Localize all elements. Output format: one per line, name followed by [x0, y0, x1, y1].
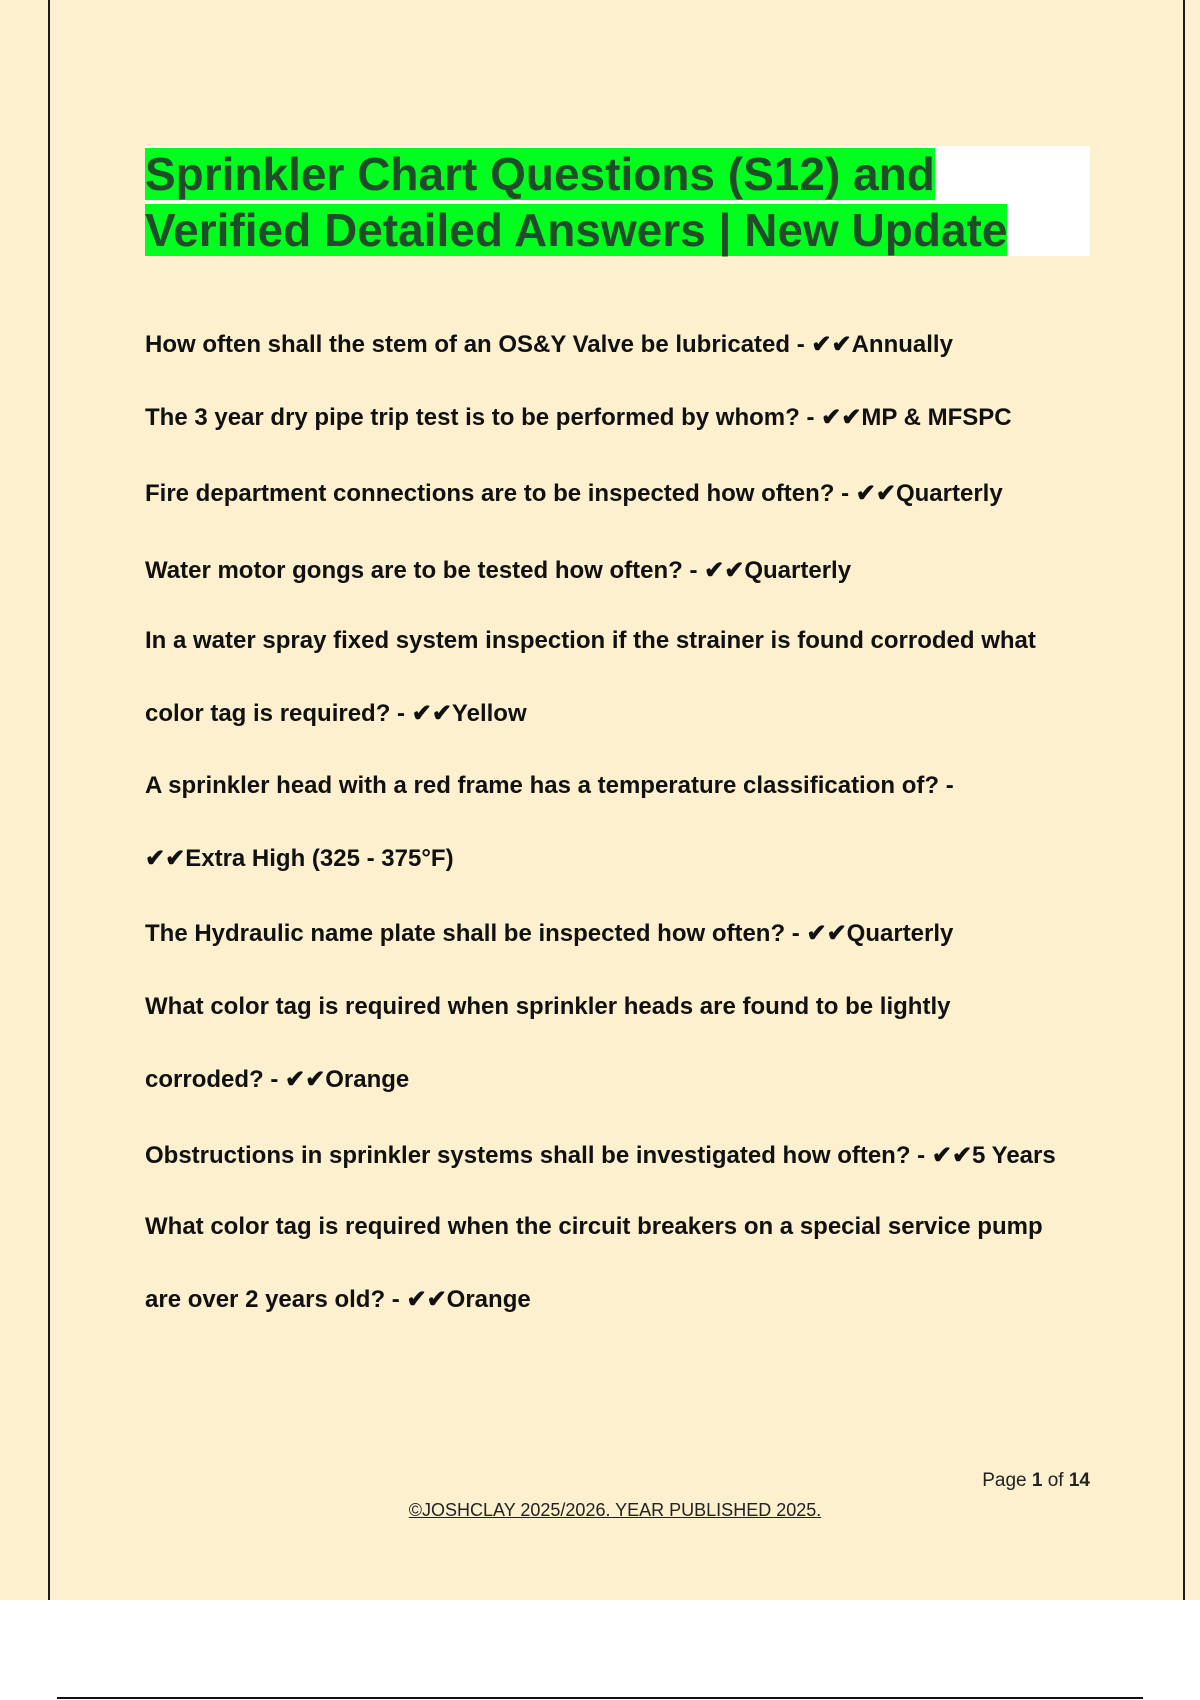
page-left-border — [48, 0, 50, 1600]
qa-line: color tag is required? - ✔✔Yellow — [145, 700, 527, 727]
page-total: 14 — [1068, 1470, 1090, 1491]
page-right-border — [1183, 0, 1185, 1600]
qa-line: ✔✔Extra High (325 - 375°F) — [145, 845, 454, 872]
qa-line: In a water spray fixed system inspection if the strainer is found corroded what — [145, 627, 1036, 654]
qa-line: The Hydraulic name plate shall be inspected how often? - ✔✔Quarterly — [145, 920, 954, 947]
qa-line: are over 2 years old? - ✔✔Orange — [145, 1286, 531, 1313]
page-number — [940, 1470, 1090, 1492]
qa-line: Fire department connections are to be inspected how often? - ✔✔Quarterly — [145, 480, 1003, 507]
qa-line: A sprinkler head with a red frame has a temperature classification of? - — [145, 772, 954, 799]
document-title — [145, 146, 1065, 258]
title-line-2: Verified Detailed Answers | New Update — [145, 204, 1008, 256]
qa-line: The 3 year dry pipe trip test is to be performed by whom? - ✔✔MP & MFSPC — [145, 404, 1012, 431]
page-label: Page — [982, 1470, 1027, 1491]
page-current: 1 — [1031, 1470, 1043, 1491]
qa-line: What color tag is required when the circuit breakers on a special service pump — [145, 1213, 1043, 1240]
qa-line: How often shall the stem of an OS&Y Valve be lubricated - ✔✔Annually — [145, 331, 953, 358]
qa-line: What color tag is required when sprinkler heads are found to be lightly — [145, 993, 951, 1020]
qa-line: Water motor gongs are to be tested how often? - ✔✔Quarterly — [145, 557, 852, 584]
bottom-divider — [57, 1697, 1143, 1699]
qa-line: Obstructions in sprinkler systems shall be investigated how often? - ✔✔5 Years — [145, 1142, 1056, 1169]
copyright-footer: ©JOSHCLAY 2025/2026. YEAR PUBLISHED 2025. — [408, 1500, 822, 1520]
page-of: of — [1047, 1470, 1064, 1491]
qa-line: corroded? - ✔✔Orange — [145, 1066, 410, 1093]
title-line-1: Sprinkler Chart Questions (S12) and — [145, 148, 935, 200]
